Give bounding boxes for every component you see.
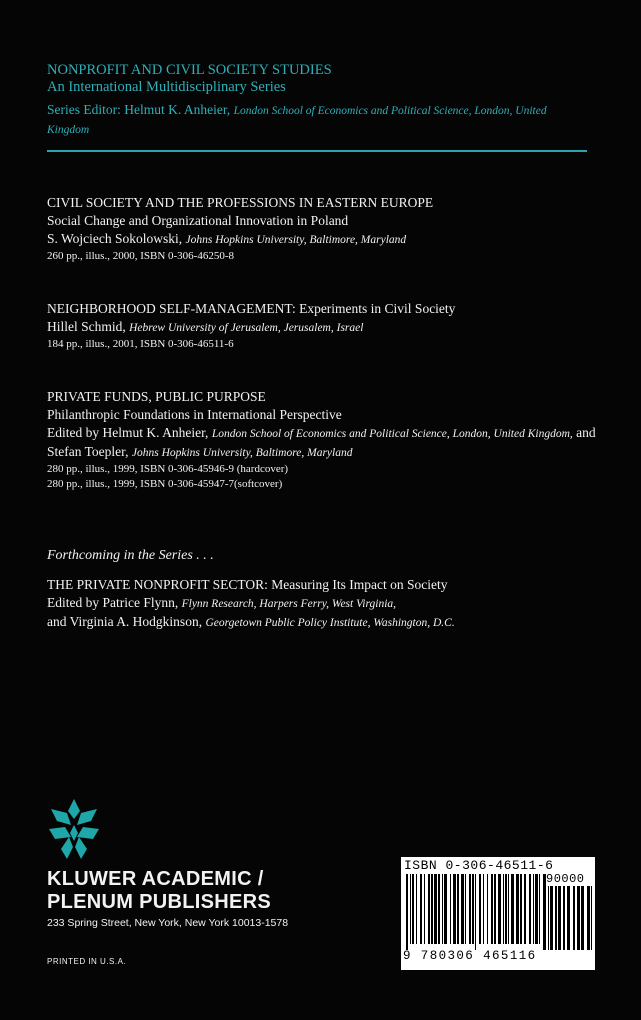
book-affiliation: London School of Economics and Political Science, London, United Kingdom, bbox=[211, 428, 573, 440]
publisher-logo-icon bbox=[47, 797, 101, 861]
barcode-bar bbox=[524, 874, 526, 944]
barcode-bar bbox=[461, 874, 464, 944]
barcode-bar bbox=[511, 874, 514, 944]
barcode-bar bbox=[503, 874, 504, 944]
book-title: THE PRIVATE NONPROFIT SECTOR: Measuring Its Impact on Society bbox=[47, 577, 448, 592]
barcode-ean: 9 780306 465116 bbox=[403, 949, 537, 963]
barcode-bar bbox=[406, 874, 408, 950]
barcode-bar bbox=[498, 874, 501, 944]
book-entry-1 bbox=[47, 194, 597, 264]
barcode-bar bbox=[450, 874, 451, 944]
barcode-bar bbox=[516, 874, 519, 944]
barcode-bar bbox=[431, 874, 433, 944]
printed-in: PRINTED IN U.S.A. bbox=[47, 957, 127, 966]
book-editor: Edited by Patrice Flynn, bbox=[47, 595, 179, 610]
book-entry-3 bbox=[47, 388, 597, 492]
book-editor-line bbox=[47, 594, 597, 613]
barcode-bar bbox=[424, 874, 425, 944]
book-affiliation: Flynn Research, Harpers Ferry, West Virginia, bbox=[181, 598, 397, 610]
book-editor-2: and Virginia A. Hodgkinson, bbox=[47, 614, 203, 629]
book-title: PRIVATE FUNDS, PUBLIC PURPOSE bbox=[47, 389, 266, 404]
book-affiliation-2: Johns Hopkins University, Baltimore, Maryland bbox=[131, 447, 353, 459]
barcode-bar bbox=[428, 874, 430, 944]
series-editor-name: Series Editor: Helmut K. Anheier, bbox=[47, 102, 231, 117]
forthcoming-entry bbox=[47, 576, 597, 632]
series-editor-affiliation: London School of Economics and Political Science, London, United Kingdom bbox=[47, 105, 547, 136]
barcode-isbn: ISBN 0-306-46511-6 bbox=[404, 858, 554, 873]
barcode-bar bbox=[444, 874, 447, 944]
forthcoming-label: Forthcoming in the Series . . . bbox=[47, 548, 214, 563]
barcode-bar bbox=[420, 874, 422, 944]
book-entry-2 bbox=[47, 300, 597, 352]
publisher-name bbox=[47, 868, 271, 914]
barcode-bar bbox=[465, 874, 466, 944]
barcode-bar bbox=[533, 874, 534, 944]
book-author-line bbox=[47, 230, 597, 249]
barcode-bar bbox=[438, 874, 440, 944]
book-title: NEIGHBORHOOD SELF-MANAGEMENT: Experiments in Civil Society bbox=[47, 301, 456, 316]
barcode-bar bbox=[453, 874, 456, 944]
barcode-bars bbox=[406, 874, 546, 950]
barcode-bar bbox=[508, 874, 509, 944]
book-details: 184 pp., illus., 2001, ISBN 0-306-46511-6 bbox=[47, 338, 234, 350]
barcode-bar bbox=[457, 874, 459, 944]
barcode-bar bbox=[442, 874, 443, 944]
book-details: 280 pp., illus., 1999, ISBN 0-306-45946-9 (hardcover) bbox=[47, 463, 289, 475]
book-editor-line bbox=[47, 613, 597, 632]
barcode-bar bbox=[491, 874, 493, 944]
barcode-bar bbox=[475, 874, 476, 950]
barcode-bar bbox=[548, 886, 549, 950]
barcode-bar bbox=[410, 874, 411, 944]
series-title: NONPROFIT AND CIVIL SOCIETY STUDIES bbox=[47, 62, 332, 78]
barcode-bar bbox=[434, 874, 437, 944]
barcode-bar bbox=[591, 886, 592, 950]
barcode-bar bbox=[535, 874, 538, 944]
barcode-bar bbox=[487, 874, 488, 944]
barcode-bar bbox=[472, 874, 474, 944]
barcode-bar bbox=[479, 874, 481, 944]
book-author-line bbox=[47, 318, 597, 337]
book-affiliation: Johns Hopkins University, Baltimore, Maryland bbox=[185, 234, 407, 246]
barcode-bar bbox=[539, 874, 540, 944]
book-title: CIVIL SOCIETY AND THE PROFESSIONS IN EASTERN EUROPE bbox=[47, 195, 434, 210]
barcode-bar bbox=[505, 874, 507, 944]
barcode-bar bbox=[563, 886, 565, 950]
publisher-name-line1: KLUWER ACADEMIC / bbox=[47, 868, 264, 890]
divider-rule bbox=[47, 150, 587, 152]
series-subtitle: An International Multidisciplinary Series bbox=[47, 79, 286, 95]
publisher-name-line2: PLENUM PUBLISHERS bbox=[47, 891, 272, 913]
barcode-bar bbox=[416, 874, 417, 944]
barcode-bar bbox=[469, 874, 471, 944]
barcode-bar bbox=[520, 874, 522, 944]
barcode-addon-number: 90000 bbox=[546, 872, 585, 886]
book-author: Edited by Helmut K. Anheier, bbox=[47, 425, 209, 440]
book-subtitle: Social Change and Organizational Innovation in Poland bbox=[47, 213, 349, 228]
barcode-bar bbox=[550, 886, 553, 950]
book-details: 280 pp., illus., 1999, ISBN 0-306-45947-7(softcover) bbox=[47, 478, 283, 490]
book-details: 260 pp., illus., 2000, ISBN 0-306-46250-8 bbox=[47, 250, 234, 262]
series-editor bbox=[47, 101, 567, 139]
book-author-line bbox=[47, 424, 597, 462]
barcode-addon-bars bbox=[548, 886, 592, 950]
barcode-bar bbox=[587, 886, 590, 950]
book-affiliation-2: Georgetown Public Policy Institute, Washington, D.C. bbox=[205, 617, 455, 629]
barcode-bar bbox=[555, 886, 557, 950]
book-subtitle: Philanthropic Foundations in International Perspective bbox=[47, 407, 342, 422]
barcode-bar bbox=[581, 886, 584, 950]
barcode-bar bbox=[573, 886, 575, 950]
book-author: S. Wojciech Sokolowski, bbox=[47, 231, 183, 246]
barcode-bar bbox=[567, 886, 570, 950]
book-author: Hillel Schmid, bbox=[47, 319, 126, 334]
barcode-bar bbox=[412, 874, 414, 944]
barcode-bar bbox=[494, 874, 496, 944]
publisher-address: 233 Spring Street, New York, New York 10013-1578 bbox=[47, 917, 289, 929]
book-author-2: and Stefan Toepler, bbox=[47, 425, 596, 459]
barcode-bar bbox=[483, 874, 484, 944]
book-affiliation: Hebrew University of Jerusalem, Jerusalem, Israel bbox=[129, 322, 364, 334]
barcode-bar bbox=[558, 886, 561, 950]
barcode-bar bbox=[577, 886, 580, 950]
barcode-bar bbox=[529, 874, 531, 944]
